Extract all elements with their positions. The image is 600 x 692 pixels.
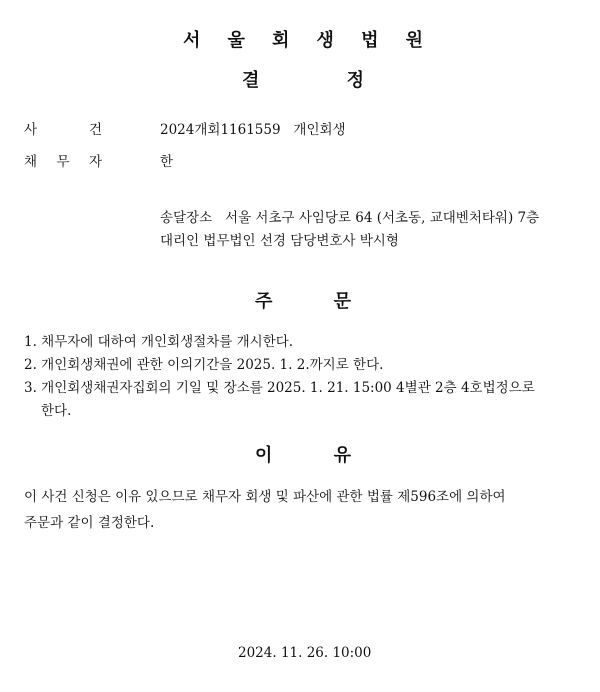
document-title [242, 66, 364, 92]
order-item: 3. 개인회생채권자집회의 기일 및 장소를 2025. 1. 21. 15:00 4별관 2층 4호법정으로 [24, 380, 535, 396]
court-char: 생 [316, 30, 334, 51]
debtor-value: 한 [160, 154, 174, 170]
court-char: 회 [272, 30, 290, 51]
label-char: 사 [24, 122, 38, 138]
heading-char: 이 [255, 445, 273, 466]
case-label [24, 118, 102, 138]
court-char: 서 [183, 30, 201, 51]
label-char: 채 [24, 154, 38, 170]
heading-char: 주 [255, 291, 273, 312]
decision-date: 2024. 11. 26. 10:00 [238, 645, 372, 661]
court-name [183, 26, 423, 52]
label-char: 자 [88, 154, 102, 170]
court-char: 원 [405, 30, 423, 51]
heading-char: 유 [333, 445, 351, 466]
order-item: 1. 채무자에 대하여 개인회생절차를 개시한다. [24, 334, 294, 350]
debtor-label [24, 150, 102, 170]
heading-char: 문 [333, 291, 351, 312]
reason-text: 이 사건 신청은 이유 있으므로 채무자 회생 및 파산에 관한 법률 제596조에 의하여 [24, 489, 506, 505]
court-char: 법 [361, 30, 379, 51]
court-char: 울 [227, 30, 245, 51]
case-value: 2024개회1161559 개인회생 [160, 122, 346, 138]
reason-heading [255, 441, 351, 467]
label-char: 건 [88, 122, 102, 138]
agent: 대리인 법무법인 선경 담당변호사 박시형 [160, 233, 399, 249]
label-char: 무 [56, 154, 70, 170]
order-heading [255, 287, 351, 313]
order-item-continuation: 한다. [41, 403, 72, 419]
reason-text: 주문과 같이 결정한다. [24, 515, 155, 531]
order-item: 2. 개인회생채권에 관한 이의기간을 2025. 1. 2.까지로 한다. [24, 357, 384, 373]
title-char: 정 [346, 70, 364, 91]
service-address: 송달장소 서울 서초구 사임당로 64 (서초동, 교대벤처타워) 7층 [160, 210, 540, 226]
title-char: 결 [242, 70, 260, 91]
